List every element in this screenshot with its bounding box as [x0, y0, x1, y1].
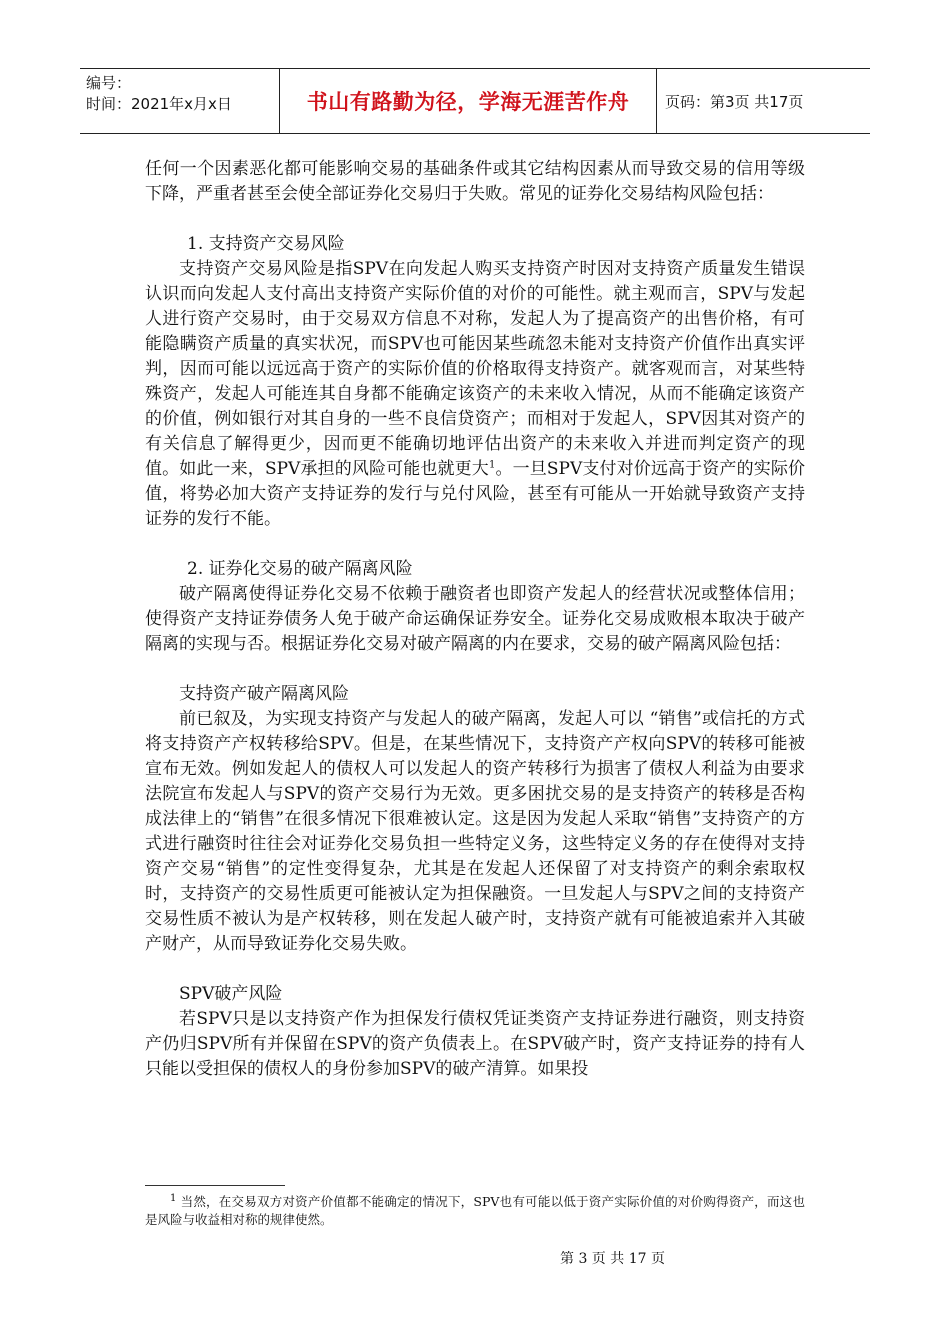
paragraph-spv-bankruptcy: 若SPV只是以支持资产作为担保发行债权凭证类资产支持证券进行融资，则支持资产仍归SPV所有并保留在SPV的资产负债表上。在SPV破产时，资产支持证券的持有人只能以受担保的债权人的身份参加SPV的破产清算。如果投 — [145, 1009, 805, 1079]
section-heading-2: 2. 证券化交易的破产隔离风险 — [187, 559, 413, 579]
footnote-text: 当然，在交易双方对资产价值都不能确定的情况下，SPV也有可能以低于资产实际价值的对价购得资产，而这也是风险与收益相对称的规律使然。 — [145, 1194, 805, 1227]
paragraph-asset-trade-risk-part1: 支持资产交易风险是指SPV在向发起人购买支持资产时因对支持资产质量发生错误认识而向发起人支付高出支持资产实际价值的对价的可能性。就主观而言，SPV与发起人进行资产交易时，由于交易双方信息不对称，发起人为了提高资产的出售价格，有可能隐瞒资产质量的真实状况，而SPV也可能因某些疏忽未能对支持资产价值作出真实评判，因而可能以远远高于资产的实际价值的价格取得支持资产。就客观而言，对某些特殊资产，发起人可能连其自身都不能确定该资产的未来收入情况，从而不能确定该资产的价值，例如银行对其自身的一些不良信贷资产；而相对于发起人，SPV因其对资产的有关信息了解得更少，因而更不能确切地评估出资产的未来收入并进而判定资产的现值。如此一来，SPV承担的风险可能也就更大 — [145, 259, 805, 479]
paragraph-asset-trade-risk — [145, 257, 805, 532]
footnote-mark: 1 — [170, 1192, 177, 1204]
paragraph-bankruptcy-isolation: 破产隔离使得证券化交易不依赖于融资者也即资产发起人的经营状况或整体信用；使得资产支持证券债务人免于破产命运确保证券安全。证券化交易成败根本取决于破产隔离的实现与否。根据证券化交易对破产隔离的内在要求，交易的破产隔离风险包括： — [145, 584, 805, 654]
paragraph-intro: 任何一个因素恶化都可能影响交易的基础条件或其它结构因素从而导致交易的信用等级下降，严重者甚至会使全部证券化交易归于失败。常见的证券化交易结构风险包括： — [145, 159, 805, 204]
document-body — [145, 157, 805, 1082]
header-motto: 书山有路勤为径，学海无涯苦作舟 — [280, 69, 657, 133]
header-page-info: 页码：第3页 共17页 — [665, 92, 804, 111]
footnote-divider — [145, 1185, 285, 1186]
subheading-spv-bankruptcy: SPV破产风险 — [179, 984, 283, 1004]
document-time-label: 时间：2021年x月x日 — [86, 95, 232, 113]
page-footer: 第 3 页 共 17 页 — [560, 1251, 665, 1267]
footnote-reference[interactable]: 1 — [488, 459, 496, 471]
section-heading-1: 1. 支持资产交易风险 — [187, 234, 345, 254]
header-meta — [80, 69, 280, 133]
subheading-asset-isolation: 支持资产破产隔离风险 — [179, 684, 349, 704]
footnote — [145, 1193, 805, 1229]
paragraph-asset-isolation: 前已叙及，为实现支持资产与发起人的破产隔离，发起人可以 “销售”或信托的方式将支持资产产权转移给SPV。但是，在某些情况下，支持资产产权向SPV的转移可能被宣布无效。例如发起人的债权人可以发起人的资产转移行为损害了债权人利益为由要求法院宣布发起人与SPV的资产交易行为无效。更多困扰交易的是支持资产的转移是否构成法律上的“销售”在很多情况下很难被认定。这是因为发起人采取“销售”支持资产的方式进行融资时往往会对证券化交易负担一些特定义务，这些特定义务的存在使得对支持资产交易“销售”的定性变得复杂，尤其是在发起人还保留了对支持资产的剩余索取权时，支持资产的交易性质更可能被认定为担保融资。一旦发起人与SPV之间的支持资产交易性质不被认为是产权转移，则在发起人破产时，支持资产就有可能被追索并入其破产财产，从而导致证券化交易失败。 — [145, 709, 805, 954]
page-header — [80, 68, 870, 134]
document-number-label: 编号： — [86, 74, 132, 92]
paragraph-asset-trade-risk-part2: 。一旦SPV支付对价远高于资产的实际价值，将势必加大资产支持证券的发行与兑付风险，甚至有可能从一开始就导致资产支持证券的发行不能。 — [145, 459, 805, 529]
